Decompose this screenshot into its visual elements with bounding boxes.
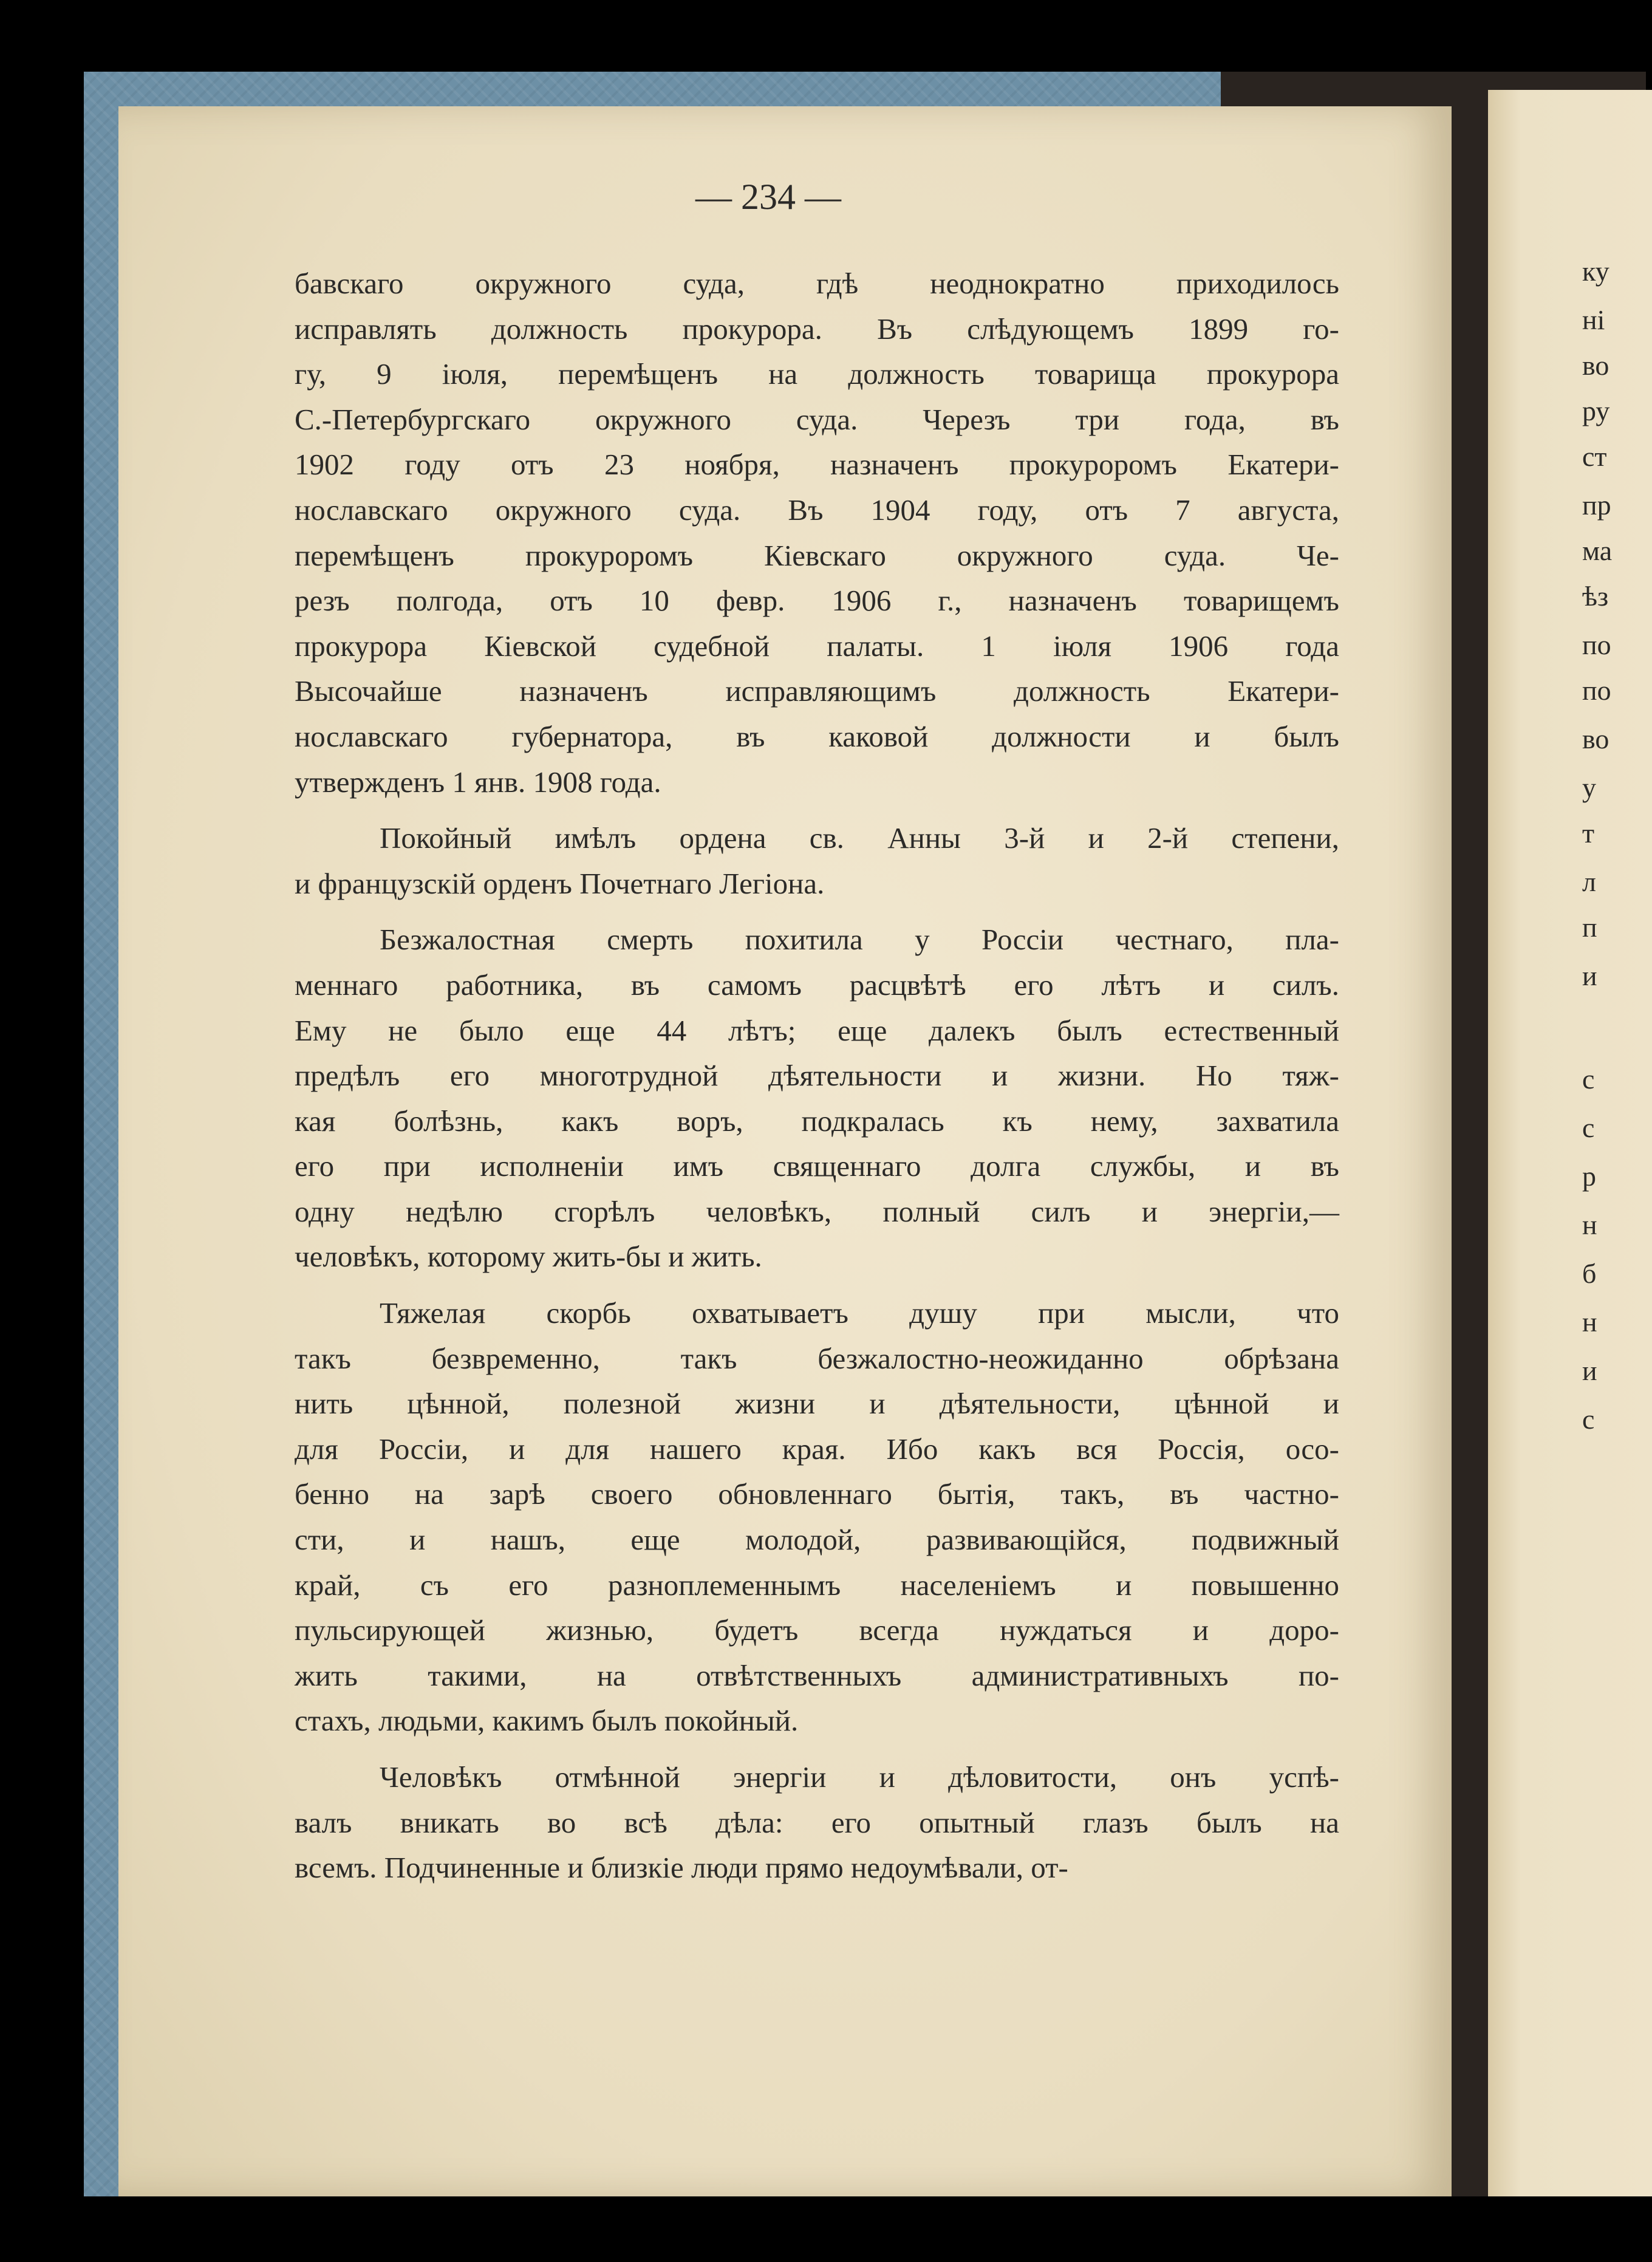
right-page-fragment: л bbox=[1582, 866, 1596, 897]
text-line: сти, и нашъ, еще молодой, развивающійся, подвижный bbox=[295, 1523, 1339, 1557]
text-line: перемѣщенъ прокуроромъ Кіевскаго окружного суда. Че- bbox=[295, 538, 1339, 572]
right-page-fragment: и bbox=[1582, 1355, 1597, 1386]
text-line: стахъ, людьми, какимъ былъ покойный. bbox=[295, 1704, 799, 1738]
page-body-text bbox=[295, 261, 1339, 1902]
paragraph bbox=[295, 261, 1339, 805]
text-line: нить цѣнной, полезной жизни и дѣятельности, цѣнной и bbox=[295, 1387, 1339, 1421]
right-page-fragment: с bbox=[1582, 1064, 1595, 1095]
text-line: такъ безвременно, такъ безжалостно-неожиданно обрѣзана bbox=[295, 1341, 1339, 1375]
right-page-fragment: п bbox=[1582, 912, 1597, 943]
right-page-text-fragments bbox=[1582, 255, 1649, 1446]
right-page-fragment: и bbox=[1582, 960, 1597, 991]
right-page-fragment: б bbox=[1582, 1258, 1597, 1289]
right-page-fragment: ма bbox=[1582, 535, 1613, 566]
text-line: для Россіи, и для нашего края. Ибо какъ вся Россія, осо- bbox=[295, 1432, 1339, 1466]
text-line: нославскаго губернатора, въ каковой должности и былъ bbox=[295, 719, 1339, 753]
page-number: — 234 — bbox=[695, 177, 841, 217]
text-line: бавскаго окружного суда, гдѣ неоднократно приходилось bbox=[295, 267, 1339, 300]
text-line: пульсирующей жизнью, будетъ всегда нуждаться и доро- bbox=[295, 1613, 1339, 1647]
text-line: кая болѣзнь, какъ воръ, подкралась къ нему, захватила bbox=[295, 1104, 1339, 1138]
text-line: нославскаго окружного суда. Въ 1904 году, отъ 7 августа, bbox=[295, 493, 1339, 527]
text-line: и французскій орденъ Почетнаго Легіона. bbox=[295, 866, 825, 900]
text-line: С.-Петербургскаго окружного суда. Черезъ три года, въ bbox=[295, 402, 1339, 436]
right-page-fragment: н bbox=[1582, 1209, 1597, 1240]
text-line: Человѣкъ отмѣнной энергіи и дѣловитости, онъ успѣ- bbox=[380, 1760, 1339, 1794]
text-line: валъ вникать во всѣ дѣла: его опытный глазъ былъ на bbox=[295, 1805, 1339, 1839]
right-page-fragment: по bbox=[1582, 629, 1611, 660]
text-line: жить такими, на отвѣтственныхъ административныхъ по- bbox=[295, 1658, 1339, 1692]
text-line: меннаго работника, въ самомъ расцвѣтѣ его лѣтъ и силъ. bbox=[295, 968, 1339, 1002]
text-line: Высочайше назначенъ исправляющимъ должность Екатери- bbox=[295, 674, 1339, 708]
right-page-fragment: с bbox=[1582, 1404, 1595, 1435]
paragraph bbox=[295, 1755, 1339, 1891]
text-line: прокурора Кіевской судебной палаты. 1 іюля 1906 года bbox=[295, 629, 1339, 663]
right-page-fragment: во bbox=[1582, 350, 1609, 381]
text-line: Ему не было еще 44 лѣтъ; еще далекъ былъ естественный bbox=[295, 1013, 1339, 1047]
right-page-fragment: ні bbox=[1582, 304, 1605, 335]
right-page-fragment: ку bbox=[1582, 256, 1609, 287]
right-page-fragment: у bbox=[1582, 772, 1596, 803]
right-page-fragment: ст bbox=[1582, 441, 1607, 472]
paragraph bbox=[295, 1291, 1339, 1744]
text-line: край, съ его разноплеменнымъ населеніемъ и повышенно bbox=[295, 1568, 1339, 1602]
text-line: всемъ. Подчиненные и близкіе люди прямо недоумѣвали, от- bbox=[295, 1851, 1068, 1885]
right-page-fragment: р bbox=[1582, 1161, 1596, 1192]
text-line: Безжалостная смерть похитила у Россіи честнаго, пла- bbox=[380, 923, 1339, 957]
text-line: его при исполненіи имъ священнаго долга службы, и въ bbox=[295, 1149, 1339, 1183]
text-line: предѣлъ его многотрудной дѣятельности и жизни. Но тяж- bbox=[295, 1059, 1339, 1093]
right-page-fragment: ѣз bbox=[1582, 581, 1609, 612]
paragraph bbox=[295, 917, 1339, 1280]
right-page-fragment: пр bbox=[1582, 490, 1611, 521]
paragraph bbox=[295, 816, 1339, 906]
text-line: резъ полгода, отъ 10 февр. 1906 г., назначенъ товарищемъ bbox=[295, 584, 1339, 618]
right-page-fragment: по bbox=[1582, 675, 1611, 706]
text-line: бенно на зарѣ своего обновленнаго бытія, такъ, въ частно- bbox=[295, 1477, 1339, 1511]
text-line: 1902 году отъ 23 ноября, назначенъ прокуроромъ Екатери- bbox=[295, 448, 1339, 482]
right-page-fragment: н bbox=[1582, 1307, 1597, 1338]
right-page-fragment: во bbox=[1582, 723, 1609, 754]
text-line: Покойный имѣлъ ордена св. Анны 3-й и 2-й степени, bbox=[380, 821, 1339, 855]
right-page-fragment: т bbox=[1582, 818, 1595, 849]
text-line: человѣкъ, которому жить-бы и жить. bbox=[295, 1240, 762, 1274]
text-line: исправлять должность прокурора. Въ слѣдующемъ 1899 го- bbox=[295, 312, 1339, 346]
text-line: одну недѣлю сгорѣлъ человѣкъ, полный силъ и энергіи,— bbox=[295, 1194, 1339, 1228]
text-line: гу, 9 іюля, перемѣщенъ на должность товарища прокурора bbox=[295, 357, 1339, 391]
right-page-fragment: с bbox=[1582, 1112, 1595, 1143]
text-line: утвержденъ 1 янв. 1908 года. bbox=[295, 765, 661, 799]
right-page-fragment: ру bbox=[1582, 395, 1610, 426]
text-line: Тяжелая скорбь охватываетъ душу при мысли, что bbox=[380, 1296, 1339, 1330]
